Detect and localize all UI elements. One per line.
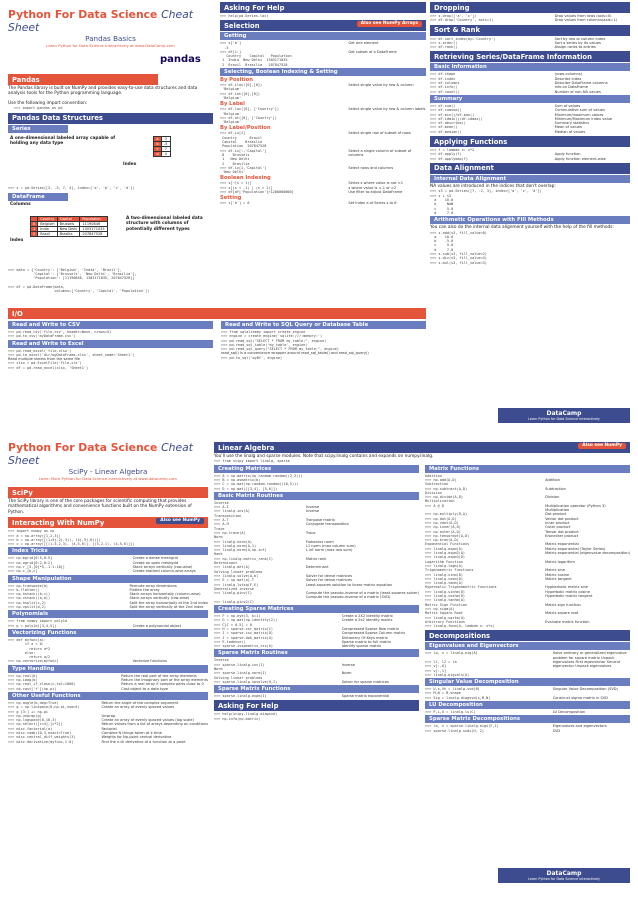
- excel-note: Read multiple sheets from the same file: [8, 357, 80, 362]
- linalg-import: >>> from scipy import linalg, sparse: [214, 459, 290, 464]
- df-col-head: Capital: [57, 216, 80, 221]
- selection-row: >>> df[1:] Country Capital Population 1 India New Delhi 1303171035 2 Brazil Brasília 207847528 Get subset of a DataFrame: [220, 49, 397, 67]
- sparse-decomp-row: >>> la, v = sparse.linalg.eigs(F,1) >>> sparse.linalg.svds(H, 2) Eigenvalues and eigenvectors SVD: [425, 724, 607, 733]
- series-key: c: [154, 146, 162, 151]
- lu-row: >>> P,L,U = linalg.lu(C) LU Decomposition: [425, 710, 586, 715]
- basic-heading: Basic Matrix Routines: [214, 492, 419, 500]
- sroutines-row: Inverse >>> sparse.linalg.inv(I) Norm >>> sparse.linalg.norm(I) Solving linear problems >>> sparse.linalg.spsolve(H,I) Inverse Norm Solver for sparse matrices: [214, 658, 389, 684]
- shape-heading: Shape Manipulation: [8, 575, 208, 583]
- pandas-logo: pandas: [160, 54, 201, 65]
- creating-code: >>> A = np.matrix(np.random.random((2,2))) >>> B = np.asmatrix(b) >>> C = np.mat(np.random.random((10,5))) >>> D = np.mat([[3,4], [5,6]]): [214, 473, 303, 491]
- selection-row: >>> s['b'] -5 Get one element: [220, 41, 379, 50]
- dataframe-code: >>> data = {'Country': ['Belgium', 'India', 'Brazil'], 'Capital': ['Brussels', 'New Delhi', 'Brasília'], 'Population': [11190846, 1303171035, 207847528]} >>> df = pd.DataFrame(data, columns=['Country', 'Capital', 'Population']): [8, 267, 150, 294]
- df-cell: India: [38, 226, 57, 231]
- linalg-intro: You'll use the linalg and sparse modules. Note that scipy.linalg contains and expands on numpy.linalg.: [214, 454, 434, 459]
- vec-row: >>> def myfunc(a): if a < 0: return a*2 else: return a/2 >>> np.vectorize(myfunc) Vectorize functions: [8, 637, 167, 664]
- section-help: Asking For Help: [220, 2, 426, 13]
- csv-heading: Read and Write to CSV: [8, 321, 213, 329]
- type-row: >>> np.real(b) >>> np.imag(b) >>> np.real_if_close(c,tol=1000) >>> np.cast['f'](np.pi) Return the real part of the array elements Return the imaginary part of the array elements Return a real array if complex parts close to 0 Cast object to a data type: [8, 673, 208, 691]
- getting-heading: Getting: [220, 32, 426, 40]
- numpy-badge[interactable]: Also see NumPy Arrays: [357, 21, 422, 27]
- numpy-badge[interactable]: Also see NumPy: [578, 443, 626, 449]
- df-cell: Brasília: [57, 231, 80, 236]
- sort-row: >>> df.sort_index(by='Country') >>> s.order() >>> df.rank() Sort by row or column index Sort a series by its values Assign ranks to entries: [430, 36, 606, 50]
- series-key: a: [154, 136, 162, 141]
- lu-heading: LU Decomposition: [425, 701, 630, 709]
- sheet-header: [8, 441, 208, 481]
- selection-row: >>> df.ix[2] Country Brazil Capital Brasília Population 207847528 Select single row of subset of rows: [220, 131, 411, 149]
- by-label-position: By Label/Position: [220, 125, 271, 132]
- section-io: I/O: [8, 308, 426, 319]
- by-label: By Label: [220, 101, 245, 108]
- sheet-subtitle: Pandas Basics: [85, 34, 136, 43]
- help-code: >>> help(scipy.linalg.diagsvd) >>> np.info(np.matrix): [214, 712, 278, 721]
- io-section: [8, 306, 426, 370]
- columns-label: Columns: [10, 201, 31, 207]
- dataframe-desc: A two-dimensional labeled data structure with columns of potentially different types: [126, 215, 203, 232]
- eig-row: >>> la, v = linalg.eig(A) >>> l1, l2 = la >>> v[:,0] >>> v[:,1] >>> linalg.eigvals(A) Solve ordinary or generalized eigenvalue problem for square matrix Unpack eigenvalues First eigenvector Second eigenvector Unpack eigenvalues: [425, 651, 627, 677]
- mfunc-row: Addition >>> np.add(A,D) Subtraction >>> np.subtract(A,D) Division >>> np.divide(A,D) Multiplication >>> A @ D >>> np.multiply(D,A) >>> np.dot(A,D) >>> np.vdot(A,D) >>> np.inner(A,D) >>> np.outer(A,D) >>> np.tensordot(A,D) >>> np.kron(A,D) Exponential Functions >>> linalg.expm(A) >>> linalg.expm2(A) >>> linalg.expm3(D) Logarithm Function >>> linalg.logm(A) Trigonometric Functions >>> linalg.sinm(D) >>> linalg.cosm(D) >>> linalg.tanm(A) Hyperbolic Trigonometric Functions >>> linalg.sinhm(D) >>> linalg.coshm(D) >>> linalg.tanhm(A) Matrix Sign Function >>> np.sigm(A) Matrix Square Root >>> linalg.sqrtm(A) Arbitrary Functions >>> linalg.funm(A, lambda x: x*x) Addition Subtraction Division Multiplication operator (Python 3) Multiplication Dot product Vector dot product Inner product Outer product Tensor dot product Kronecker product Matrix exponential Matrix exponential (Taylor Series) Matrix exponential (eigenvalue decomposition) Matrix logarithm Matrix sine Matrix cosine Matrix tangent Hypberbolic matrix sine Hyperbolic matrix cosine Hyperbolic matrix tangent Matrix sign function Matrix square root Evaluate matrix function: [425, 473, 630, 629]
- series-heading: Series: [8, 125, 68, 133]
- pandas-col-2: [220, 0, 426, 206]
- shape-row: >>> np.transpose(b) >>> b.flatten() >>> np.hstack((b,c)) >>> np.vstack((a,b)) >>> np.hsplit(c,2) >>> np.vpslit(d,2) Permute array dimensions Flatten the array Stack arrays horizontally (column-wise) Stack arrays vertically (row-wise) Split the array horizontally at the 2nd index Split the array vertically at the 2nd index: [8, 583, 208, 610]
- excel-heading: Read and Write to Excel: [8, 340, 213, 348]
- sheet-title: Python For Data Science Cheat Sheet: [8, 441, 194, 467]
- import-text: Use the following import convention:: [8, 100, 88, 106]
- section-pandas: Pandas: [8, 74, 158, 85]
- basic-row: Inverse >>> A.I >>> linalg.inv(A) Transposition >>> A.T >>> A.H Trace >>> np.trace(A) Norm >>> linalg.norm(A) >>> linalg.norm(A,1) >>> linalg.norm(A,np.inf) Rank >>> np.linalg.matrix_rank(C) Determinant >>> linalg.det(A) Solving linear problems >>> linalg.solve(A,b) >>> E = np.mat(a).T >>> linalg.lstsq(F,E) Generalized inverse >>> linalg.pinv(C) >>> linalg.pinv2(C) Inverse Inverse Tranpose matrix Conjugate transposition Trace Frobenius norm L1 norm (max column sum) L inf norm (max row sum) Matrix rank Determinant Solver for dense matrices Solver for dense matrices Least-squares solution to linear matrix equation Compute the pseudo-inverse of a matrix (least-squares solver) Compute the pseudo-inverse of a matrix (SVD): [214, 500, 419, 604]
- series-val: 3: [162, 136, 171, 141]
- index-tricks-row: >>> np.mgrid[0:5,0:5] >>> np.ogrid[0:2,0:2] >>> np.r_[3,[0]*5,-1:1:10j] >>> np.c_[b,c] Create a dense meshgrid Create an open meshgrid Stack arrays vertically (row-wise) Create stacked column-wise arrays: [8, 556, 196, 574]
- section-sort: Sort & Rank: [430, 25, 630, 36]
- selection-row: >>> df.iloc([0],[0]) 'Belgium' >>> df.iat([0],[0]) 'Belgium' Select single value by row & column: [220, 83, 414, 100]
- sparse-row: >>> F = np.eye(3, k=1) >>> G = np.mat(np.identity(2)) >>> C[C > 0.5] = 0 >>> H = sparse.csr_matrix(C) >>> I = sparse.csc_matrix(D) >>> J = sparse.dok_matrix(A) >>> E.todense() >>> sparse.isspmatrix_csc(A) Create a 2X2 identity matrix Create a 2x2 identity matrix Compressed Sparse Row matrix Compressed Sparse Column matrix Dictionary Of Keys matrix Sparse matrix to full matrix Identify sparse matrix: [214, 614, 406, 649]
- arith-text: You can also do the internal data alignment yourself with the help of the fill methods:: [430, 225, 614, 231]
- df-cell: Belgium: [38, 221, 57, 226]
- section-selection: Selection Also see NumPy Arrays: [220, 20, 426, 31]
- series-key: b: [154, 141, 162, 146]
- series-code: >>> s = pd.Series([3, -5, 7, 4], index=['a', 'b', 'c', 'd']): [8, 185, 135, 190]
- excel-code: >>> pd.read_excel('file.xlsx') >>> pd.to_excel('dir/myDataFrame.xlsx', sheet_name='Sheet1'): [8, 348, 135, 357]
- index-label: Index: [123, 161, 137, 167]
- type-heading: Type Handling: [8, 665, 208, 673]
- sfunc-heading: Sparse Matrix Functions: [214, 685, 419, 693]
- dataframe-heading: DataFrame: [8, 193, 68, 201]
- linalg-right: [425, 464, 630, 733]
- boolean-indexing: Boolean Indexing: [220, 175, 271, 182]
- pandas-cheat-sheet: [0, 0, 638, 421]
- section-structures: Pandas Data Structures: [8, 113, 213, 124]
- scipy-cheat-sheet: [0, 440, 638, 900]
- summary-row: >>> df.sum() >>> df.cumsum() >>> df.min()/df.max() >>> df.idmin()/df.idmax() >>> df.describe() >>> df.mean() >>> df.median() Sum of values Cummulative sum of values Minimum/maximum values Minimum/Maximum index value Summary statistics Mean of values Median of values: [430, 103, 613, 134]
- linalg-left: [214, 464, 419, 733]
- numpy-badge[interactable]: Also see NumPy: [156, 518, 204, 524]
- index-tricks-heading: Index Tricks: [8, 547, 208, 555]
- series-key: d: [154, 151, 162, 156]
- dataframe-diagram: [8, 202, 213, 268]
- pandas-col-3: [430, 0, 630, 265]
- series-diagram: [8, 134, 213, 186]
- df-cell: 11190846: [80, 221, 107, 226]
- numpy-code: >>> import numpy as np >>> a = np.array([1,2,3]) >>> b = np.array([(1+5j,2j,3j), (4j,5j,6j)]) >>> c = np.array([[(1.5,2,3), (4,5,6)], [(3,2,1), (4,5,6)]]): [8, 529, 135, 547]
- align-code: >>> s3 = pd.Series([7, -2, 3], index=['a', 'c', 'd']) >>> s + s3 a 10.0 b NaN c 5.0 d 7.0: [430, 189, 542, 215]
- sfunc-row: >>> sparse.linalg.expm(I) Sparse matrix exponential: [214, 694, 390, 699]
- eig-heading: Eigenvalues and Eigenvectors: [425, 642, 630, 650]
- section-retrieve: Retrieving Series/DataFrame Information: [430, 51, 630, 62]
- csv-code: >>> pd.read_csv('file.csv', header=None, nrows=5) >>> pd.to_csv('myDataFrame.csv'): [8, 330, 112, 339]
- excel-code-2: >>> xlsx = pd.ExcelFile('file.xls') >>> df = pd.read_excel(xlsx, 'Sheet1'): [8, 361, 89, 370]
- poly-row: >>> from numpy import poly1d >>> p = poly1d([3,4,5]) Create a polynomial object: [8, 619, 182, 628]
- scipy-text: The SciPy library is one of the core packages for scientific computing that provides mathematical algorithms and convenience functions built on the NumPy extension of Python.: [8, 499, 192, 515]
- df-index-label: Index: [10, 237, 24, 243]
- mfunc-heading: Matrix Functions: [425, 465, 630, 473]
- selection-row: >>> df.ix[:,'Capital'] 0 Brussels 1 New Delhi 2 Brasília Select a single column of subset of columns: [220, 148, 412, 166]
- other-heading: Other Useful Functions: [8, 692, 208, 700]
- sql-heading: Read and Write to SQL Query or Database Table: [221, 321, 426, 329]
- poly-heading: Polynomials: [8, 610, 208, 618]
- df-cell: 1303171035: [80, 226, 107, 231]
- scipy-col-2: [214, 440, 630, 733]
- selection-row: >>> s['a'] = 6 Set index a of Series s to 6: [220, 201, 397, 206]
- df-cell: 207847528: [80, 231, 107, 236]
- svd-row: >>> U,s,Vh = linalg.svd(B) >>> M,N = B.shape >>> Sig = linalg.diagsvd(s,M,N) Singular Value Decomposition (SVD) Construct sigma matrix in SVD: [425, 687, 618, 700]
- df-cell: Brazil: [38, 231, 57, 236]
- by-position: By Position: [220, 77, 253, 84]
- learn-link[interactable]: Learn More Python for Data Science Interactively at www.datacamp.com: [39, 476, 177, 481]
- datacamp-brand[interactable]: DataCamp Learn Python for Data Science Interactively: [498, 868, 630, 883]
- section-decomp: Decompositions: [425, 630, 630, 641]
- basic-info-row: >>> df.shape >>> df.index >>> df.columns >>> df.info() >>> df.count() (rows,columns) Describe index Describe DataFrame columns Info on DataFrame Number of non-NA values: [430, 72, 608, 94]
- series-desc: A one-dimensional labeled array capable of holding any data type: [10, 135, 116, 146]
- internal-align-heading: Internal Data Alignment: [430, 175, 630, 183]
- datacamp-brand[interactable]: DataCamp Learn Python for Data Science Interactively: [498, 408, 630, 423]
- dataframe-table: Country Capital Population 0 Belgium Brussels 11190846 1 India New Delhi 1303171035 2 Brazil Brasília 207847528: [30, 216, 108, 237]
- help-code: >>> help(pd.Series.loc): [220, 14, 269, 18]
- df-cell: New Delhi: [57, 226, 80, 231]
- sql-code: >>> from sqlalchemy import create_engine >>> engine = create_engine('sqlite:///:memory:') >>> pd.read_sql("SELECT * FROM my_table;", engine) >>> pd.read_sql_table('my_table', engine) >>> pd.read_sql_query("SELECT * FROM my_table;", engine): [221, 330, 340, 352]
- section-numpy: Interacting With NumPy Also see NumPy: [8, 517, 208, 528]
- sql-note: read_sql() is a convenience wrapper around read_sql_table() and read_sql_query(): [221, 351, 369, 356]
- series-val: 7: [162, 146, 171, 151]
- svd-heading: Singular Value Decomposition: [425, 678, 630, 686]
- arith-heading: Arithmetic Operations with Fill Methods: [430, 216, 630, 224]
- selection-row: >>> df.ix[1,'Capital'] 'New Delhi' Select rows and columns: [220, 165, 394, 175]
- section-dropping: Dropping: [430, 2, 630, 13]
- arith-code: >>> s.add(s3, fill_value=0) a 10.0 b -5.0 c 5.0 d 7.0 >>> s.sub(s3, fill_value=2) >>> s.div(s3, fill_value=4) >>> s.mul(s3, fill_value=3): [430, 230, 487, 265]
- other-row: >>> np.angle(b,deg=True) >>> g = np.linspace(0,np.pi,num=5) >>> g [3:] += np.pi >>> np.unwrap(g) >>> np.logspace(0,10,3) >>> np.select([c<4],[c*2]) >>> misc.factorial(a) >>> misc.comb(10,3,exact=True) >>> misc.central_diff_weights(3) >>> misc.derivative(myfunc,1.0) Return the angle of the complex argument Create an array of evenly spaced values Unwrap Create an array of evenly spaced values (log scale) Return values from a list of arrays depending on conditions Factorial Combine N things taken at k time Weights for Np-point central derivative Find the n-th derivative of a function at a point: [8, 700, 208, 744]
- dropping-row: >>> s.drop(['a', 'c']) >>> df.drop('Country', axis=1) Drop values from rows (axis=0) Drop values from columns(axis=1): [430, 14, 618, 23]
- sparse-heading: Creating Sparse Matrices: [214, 605, 419, 613]
- sparse-decomp-heading: Sparse Matrix Decompositions: [425, 715, 630, 723]
- setting: Setting: [220, 195, 242, 202]
- series-table: [153, 136, 171, 157]
- basic-info-heading: Basic Information: [430, 63, 630, 71]
- pandas-text: The Pandas library is built on NumPy and provides easy-to-use data structures and data analysis tools for the Python programming language.: [8, 86, 198, 97]
- df-cell: Brussels: [57, 221, 80, 226]
- scipy-col-1: [8, 440, 208, 744]
- sbi-heading: Selecting, Boolean Indexing & Setting: [220, 68, 426, 76]
- creating-heading: Creating Matrices: [214, 465, 419, 473]
- df-col-head: Country: [38, 216, 57, 221]
- sheet-header: [8, 8, 213, 48]
- sroutines-heading: Sparse Matrix Routines: [214, 649, 419, 657]
- section-help: Asking For Help: [214, 700, 419, 711]
- section-linalg: Linear Algebra Also see NumPy: [214, 442, 630, 453]
- selection-row: >>> s[~(s > 1)] >>> s[(s < -1) | (s > 2)] >>> df[df['Population']>1200000000] Series s where value is not >1 s where value is <-1 or >2 Use filter to adjust DataFrame: [220, 181, 403, 195]
- apply-row: >>> f = lambda x: x*2 >>> df.apply(f) >>> df.applymap(f) Apply function Apply function element-wise: [430, 148, 606, 161]
- sheet-title: Python For Data Science Cheat Sheet: [8, 8, 194, 34]
- section-scipy: SciPy: [8, 487, 208, 498]
- df-col-head: Population: [80, 216, 107, 221]
- series-val: 4: [162, 151, 171, 156]
- pandas-col-1: [8, 0, 213, 294]
- selection-row: >>> df.loc([0], ['Country']) 'Belgium' >>> df.at([0], ['Country']) 'Belgium' Select single value by row & column labels: [220, 107, 426, 125]
- section-align: Data Alignment: [430, 163, 630, 174]
- section-apply: Applying Functions: [430, 136, 630, 147]
- summary-heading: Summary: [430, 95, 630, 103]
- series-val: -5: [162, 141, 171, 146]
- vec-heading: Vectorizing Functions: [8, 629, 208, 637]
- import-code: >>> import pandas as pd: [14, 106, 63, 111]
- align-text: NA values are introduced in the indices that don't overlap:: [430, 183, 556, 189]
- sql-code-2: >>> pd.to_sql('myDf', engine): [221, 355, 283, 360]
- learn-link[interactable]: Learn Python for Data Science Interactively at www.DataCamp.com: [46, 43, 175, 48]
- sheet-subtitle: SciPy - Linear Algebra: [68, 467, 148, 476]
